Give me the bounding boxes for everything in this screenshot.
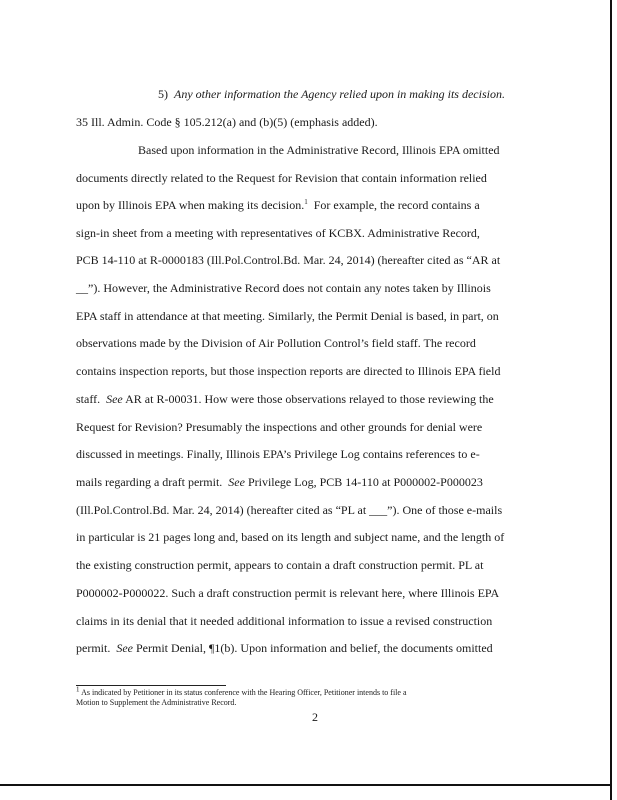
paragraph-line-6: __”). However, the Administrative Record does not contain any notes taken by Illinois <box>76 281 491 295</box>
page-number: 2 <box>312 710 318 724</box>
paragraph-line-18: claims in its denial that it needed additional information to issue a revised construction <box>76 614 493 628</box>
footnote-line-2: Motion to Supplement the Administrative Record. <box>76 698 237 707</box>
paragraph-line-4: sign-in sheet from a meeting with representatives of KCBX. Administrative Record, <box>76 226 480 240</box>
footnote-line-1 <box>76 685 407 698</box>
line19-tail: Permit Denial, ¶1(b). Upon information and belief, the documents omitted <box>135 641 493 655</box>
list-item-5 <box>158 87 505 101</box>
line3-text: upon by Illinois EPA when making its decision. <box>76 198 305 212</box>
footnote-rule <box>76 685 226 686</box>
paragraph-line-7: EPA staff in attendance at that meeting. Similarly, the Permit Denial is based, in part, on <box>76 309 499 323</box>
paragraph-line-3 <box>76 198 480 212</box>
paragraph-line-2: documents directly related to the Request for Revision that contain information relied <box>76 171 487 185</box>
line13-see: See <box>228 475 245 489</box>
paragraph-line-19 <box>76 641 493 655</box>
line13-text: mails regarding a draft permit. <box>76 475 223 489</box>
line19-text: permit. <box>76 641 111 655</box>
paragraph-line-12: discussed in meetings. Finally, Illinois EPA’s Privilege Log contains references to e- <box>76 447 480 461</box>
paragraph-line-15: in particular is 21 pages long and, based on its length and subject name, and the length of <box>76 530 505 544</box>
paragraph-line-1: Based upon information in the Administrative Record, Illinois EPA omitted <box>138 143 500 157</box>
paragraph-line-17: P000002-P000022. Such a draft construction permit is relevant here, where Illinois EPA <box>76 586 500 600</box>
citation-line: 35 Ill. Admin. Code § 105.212(a) and (b)(5) (emphasis added). <box>76 115 378 129</box>
list-item-number: 5) <box>158 87 168 101</box>
paragraph-line-13 <box>76 475 483 489</box>
paragraph-line-5: PCB 14-110 at R-0000183 (Ill.Pol.Control.Bd. Mar. 24, 2014) (hereafter cited as “AR at <box>76 253 501 267</box>
footnote-marker-bottom: 1 <box>76 685 80 694</box>
paragraph-line-9: contains inspection reports, but those inspection reports are directed to Illinois EPA field <box>76 364 501 378</box>
line10-tail: AR at R-00031. How were those observations relayed to those reviewing the <box>125 392 494 406</box>
footnote-marker: 1 <box>304 198 308 206</box>
scan-border-right <box>610 0 612 800</box>
paragraph-line-8: observations made by the Division of Air Pollution Control’s field staff. The record <box>76 336 476 350</box>
list-item-text: Any other information the Agency relied upon in making its decision. <box>174 87 505 101</box>
line13-tail: Privilege Log, PCB 14-110 at P000002-P000023 <box>247 475 483 489</box>
line10-text: staff. <box>76 392 101 406</box>
paragraph-line-14: (Ill.Pol.Control.Bd. Mar. 24, 2014) (hereafter cited as “PL at ___”). One of those e-mails <box>76 503 503 517</box>
paragraph-line-10 <box>76 392 494 406</box>
scan-border-bottom <box>0 784 612 786</box>
paragraph-line-11: Request for Revision? Presumably the inspections and other grounds for denial were <box>76 420 483 434</box>
line10-see: See <box>106 392 123 406</box>
paragraph-line-16: the existing construction permit, appears to contain a draft construction permit. PL at <box>76 558 484 572</box>
line19-see: See <box>116 641 133 655</box>
line3-tail: For example, the record contains a <box>313 198 480 212</box>
footnote-text-1: As indicated by Petitioner in its status conference with the Hearing Officer, Petitioner intends to file a <box>81 688 407 697</box>
